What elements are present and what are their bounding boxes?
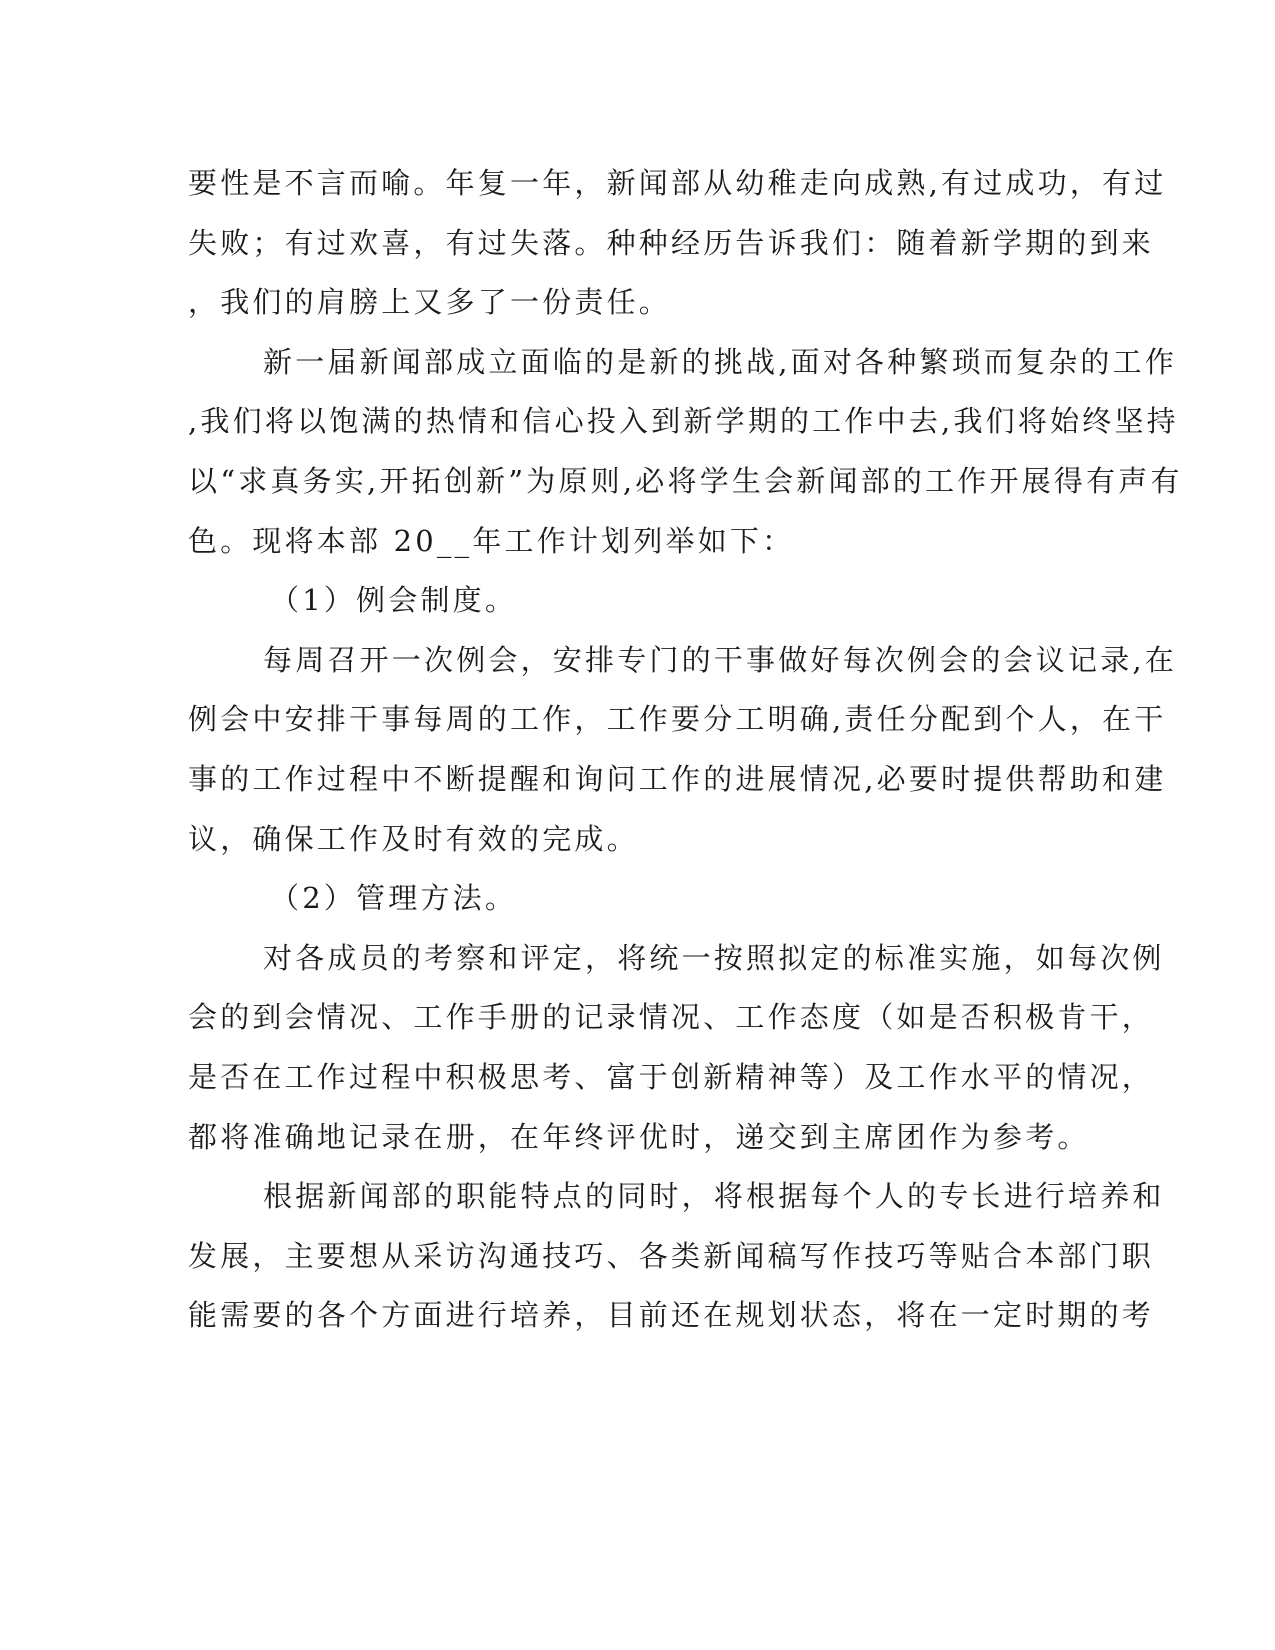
paragraph-first-line: 每周召开一次例会，安排专门的干事做好每次例会的会议记录,在 <box>263 642 1178 677</box>
text-line: 都将准确地记录在册，在年终评优时，递交到主席团作为参考。 <box>188 1119 1090 1154</box>
text-line: 失败；有过欢喜，有过失落。种种经历告诉我们：随着新学期的到来 <box>188 225 1155 260</box>
section-heading: （2）管理方法。 <box>270 881 518 916</box>
text-line: 事的工作过程中不断提醒和询问工作的进展情况,必要时提供帮助和建 <box>188 761 1167 796</box>
text-line: 议，确保工作及时有效的完成。 <box>188 821 639 856</box>
text-line: 会的到会情况、工作手册的记录情况、工作态度（如是否积极肯干， <box>188 1000 1155 1035</box>
paragraph-first-line: 根据新闻部的职能特点的同时，将根据每个人的专长进行培养和 <box>263 1179 1165 1214</box>
section-heading: （1）例会制度。 <box>270 583 518 618</box>
text-line: 能需要的各个方面进行培养，目前还在规划状态，将在一定时期的考 <box>188 1298 1155 1333</box>
text-line: 发展，主要想从采访沟通技巧、各类新闻稿写作技巧等贴合本部门职 <box>188 1238 1155 1273</box>
text-line: 是否在工作过程中积极思考、富于创新精神等）及工作水平的情况， <box>188 1059 1155 1094</box>
paragraph-first-line: 新一届新闻部成立面临的是新的挑战,面对各种繁琐而复杂的工作 <box>263 344 1178 379</box>
paragraph-first-line: 对各成员的考察和评定，将统一按照拟定的标准实施，如每次例 <box>263 940 1165 975</box>
document-body <box>188 163 1183 1355</box>
text-line: ,我们将以饱满的热情和信心投入到新学期的工作中去,我们将始终坚持 <box>188 404 1179 439</box>
text-line: 以“求真务实,开拓创新”为原则,必将学生会新闻部的工作开展得有声有 <box>188 463 1183 498</box>
text-line: ，我们的肩膀上又多了一份责任。 <box>188 285 672 320</box>
text-line: 要性是不言而喻。年复一年，新闻部从幼稚走向成熟,有过成功，有过 <box>188 166 1167 200</box>
text-line: 例会中安排干事每周的工作，工作要分工明确,责任分配到个人，在干 <box>188 702 1167 737</box>
text-line: 色。现将本部 20__年工作计划列举如下： <box>188 523 795 558</box>
